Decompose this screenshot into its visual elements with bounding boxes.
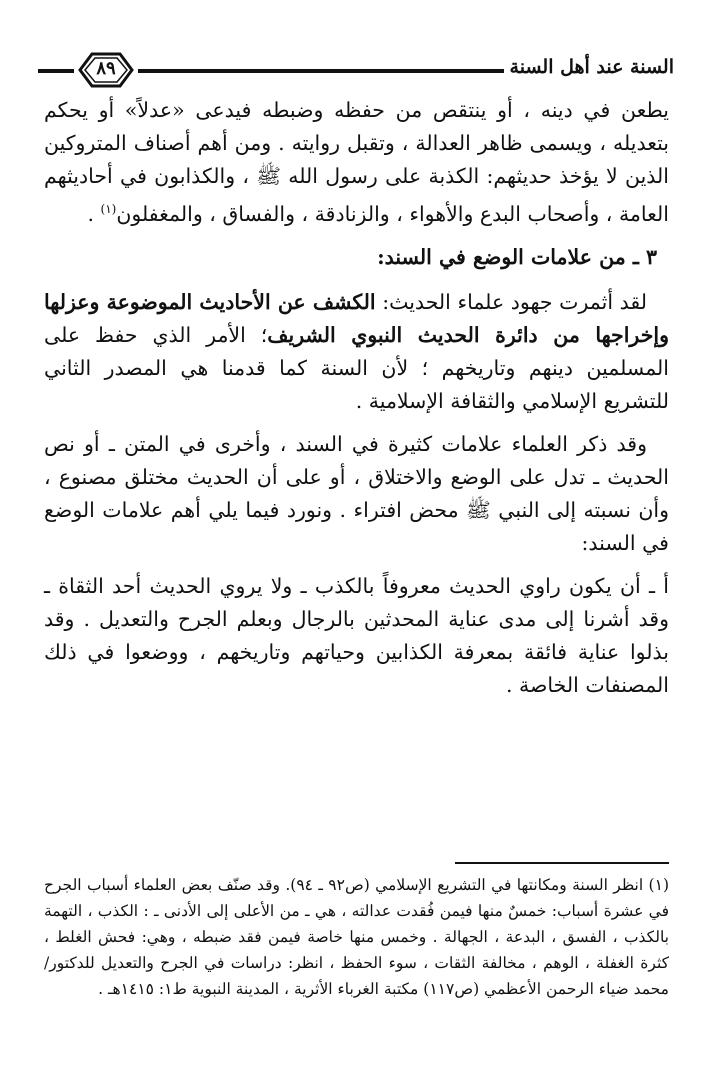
main-text [44,94,669,712]
page-number: ٨٩ [96,58,116,79]
paragraph-2-end: ؛ الأمر الذي حفظ على المسلمين دينهم وتاريخهم ؛ لأن السنة كما قدمنا هي المصدر الثاني للتشريع الإسلامي والثقافة الإسلامية . [44,322,669,413]
paragraph-1 [44,94,669,231]
paragraph-1-end: . [87,201,101,226]
header-rule-end [38,69,74,73]
paragraph-4: أ ـ أن يكون راوي الحديث معروفاً بالكذب ـ ولا يروي الحديث أحد الثقاة ـ وقد أشرنا إلى مدى عناية المحدثين بالرجال وبعلم الجرح والتعديل . وقد بذلوا عناية فائقة بمعرفة الكذابين وحياتهم وتاريخهم ، ووضعوا في ذلك المصنفات الخاصة . [44,573,669,697]
footnote [44,872,669,1002]
header-rule [138,69,504,73]
paragraph-1-text: يطعن في دينه ، أو ينتقص من حفظه وضبطه فيدعى «عدلاً» أو يحكم بتعديله ، ويسمى ظاهر العدالة ، وتقبل روايته . ومن أهم أصناف المتروكين الذين لا يؤخذ حديثهم: الكذبة على رسول الله ﷺ ، والكذابون في أحاديثهم العامة ، وأصحاب البدع والأهواء ، والزنادقة ، والفساق ، والمغفلون [44,98,669,226]
footnote-ref[interactable]: (١) [100,202,117,216]
footnote-text: (١) انظر السنة ومكانتها في التشريع الإسلامي (ص٩٢ ـ ٩٤). وقد صنّف بعض العلماء أسباب الجرح في عشرة أسباب: خمسٌ منها فيمن فُقدت عدالته ، هي ـ من الأعلى إلى الأدنى ـ : الكذب ، التهمة بالكذب ، الفسق ، البدعة ، الجهالة . وخمس منها خاصة فيمن فقد ضبطه ، وهي: فحش الغلط ، كثرة الغفلة ، الوهم ، مخالفة الثقات ، سوء الحفظ ، انظر: دراسات في الجرح والتعديل للدكتور/ محمد ضياء الرحمن الأعظمي (ص١١٧) مكتبة الغرباء الأثرية ، المدينة النبوية ط١: ١٤١٥هـ . [44,876,669,998]
paragraph-3: وقد ذكر العلماء علامات كثيرة في السند ، وأخرى في المتن ـ أو نص الحديث ـ تدل على الوضع والاختلاق ، أو على أن الحديث مختلق مصنوع ، وأن نسبته إلى النبي ﷺ محض افتراء . ونورد فيما يلي أهم علامات الوضع في السند: [44,431,669,555]
section-heading: ٣ ـ من علامات الوضع في السند: [377,244,657,269]
page-number-frame [76,50,136,90]
paragraph-2 [44,286,669,418]
paragraph-2-bold: الكشف عن الأحاديث الموضوعة وعزلها وإخراجها من دائرة الحديث النبوي الشريف [44,289,669,347]
running-title: السنة عند أهل السنة [509,56,674,78]
footnote-rule [455,862,669,864]
paragraph-2-start: لقد أثمرت جهود علماء الحديث: [375,289,647,314]
